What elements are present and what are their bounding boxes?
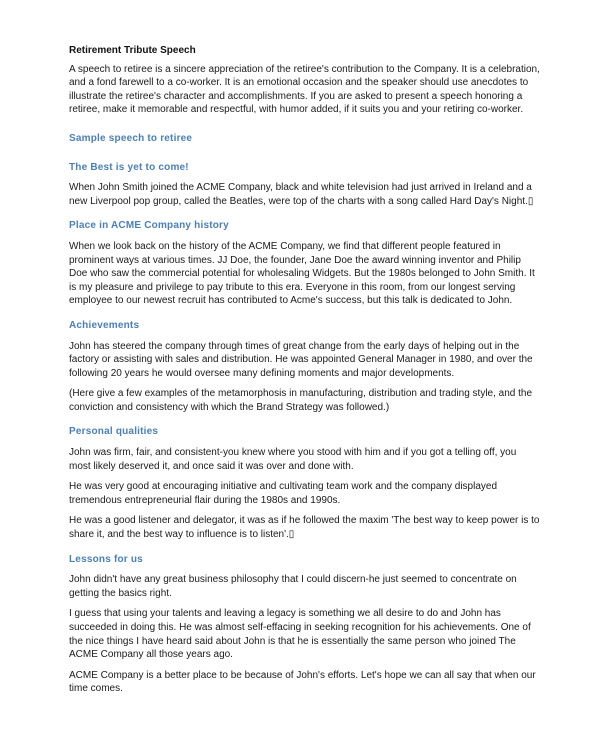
section-paragraph: He was very good at encouraging initiative and cultivating team work and the company displayed tremendous entrepreneurial flair during the 1980s and 1990s. — [69, 481, 498, 506]
section-heading-best-yet-to-come: The Best is yet to come! — [69, 161, 189, 173]
section-paragraph: John was firm, fair, and consistent-you knew where you stood with him and if you got a telling off, you most likely deserved it, and once said it was over and done with. — [69, 447, 517, 472]
sample-speech-heading: Sample speech to retiree — [69, 132, 193, 144]
intro-paragraph: A speech to retiree is a sincere appreciation of the retiree's contribution to the Company. It is a celebration, and a fond farewell to a co-worker. It is an emotional occasion and the speaker should use anecdotes to illustrate the retiree's character and accomplishments. If you are asked to present a speech honoring a retiree, make it memorable and respectful, with humor added, if it suits you and your retiring co-worker. — [69, 63, 540, 116]
section-paragraph: When we look back on the history of the ACME Company, we find that different people featured in prominent ways at various times. JJ Doe, the founder, Jane Doe the award winning inventor and Philip Doe who saw the commercial potential for wholesaling Widgets. But the 1980s belonged to John Smith. It is my pleasure and privilege to pay tribute to this era. Everyone in this room, from our longest serving employee to our newest recruit has contributed to Acme's success, but this talk is dedicated to John. — [69, 240, 535, 307]
document-title: Retirement Tribute Speech — [69, 45, 196, 56]
section-heading-achievements: Achievements — [69, 319, 140, 331]
section-heading-company-history: Place in ACME Company history — [69, 220, 229, 232]
section-heading-personal-qualities: Personal qualities — [69, 426, 159, 438]
section-paragraph: I guess that using your talents and leaving a legacy is something we all desire to do and John has succeeded in doing this. He was almost self-effacing in seeking recognition for his achievements. One of the nice things I have heard said about John is that he is essentially the same person who joined The ACME Company all those years ago. — [69, 608, 531, 661]
section-paragraph: He was a good listener and delegator, it was as if he followed the maxim 'The best way to keep power is to share it, and the best way to influence is to listen'.▯ — [69, 515, 540, 541]
section-heading-lessons: Lessons for us — [69, 553, 143, 565]
section-paragraph: When John Smith joined the ACME Company, black and white television had just arrived in Ireland and a new Liverpool pop group, called the Beatles, were top of the charts with a song called Hard Day's Night.▯ — [69, 182, 534, 207]
section-paragraph: John didn't have any great business philosophy that I could discern-he just seemed to concentrate on getting the basics right. — [69, 574, 517, 599]
section-paragraph: John has steered the company through times of great change from the early days of helping out in the factory or assisting with sales and distribution. He was appointed General Manager in 1980, and over the following 20 years he would oversee many defining moments and major developments. — [69, 340, 533, 379]
section-paragraph: (Here give a few examples of the metamorphosis in manufacturing, distribution and trading style, and the conviction and consistency with which the Brand Strategy was followed.) — [69, 388, 533, 413]
section-paragraph: ACME Company is a better place to be because of John's efforts. Let's hope we can all say that when our time comes. — [69, 669, 536, 695]
